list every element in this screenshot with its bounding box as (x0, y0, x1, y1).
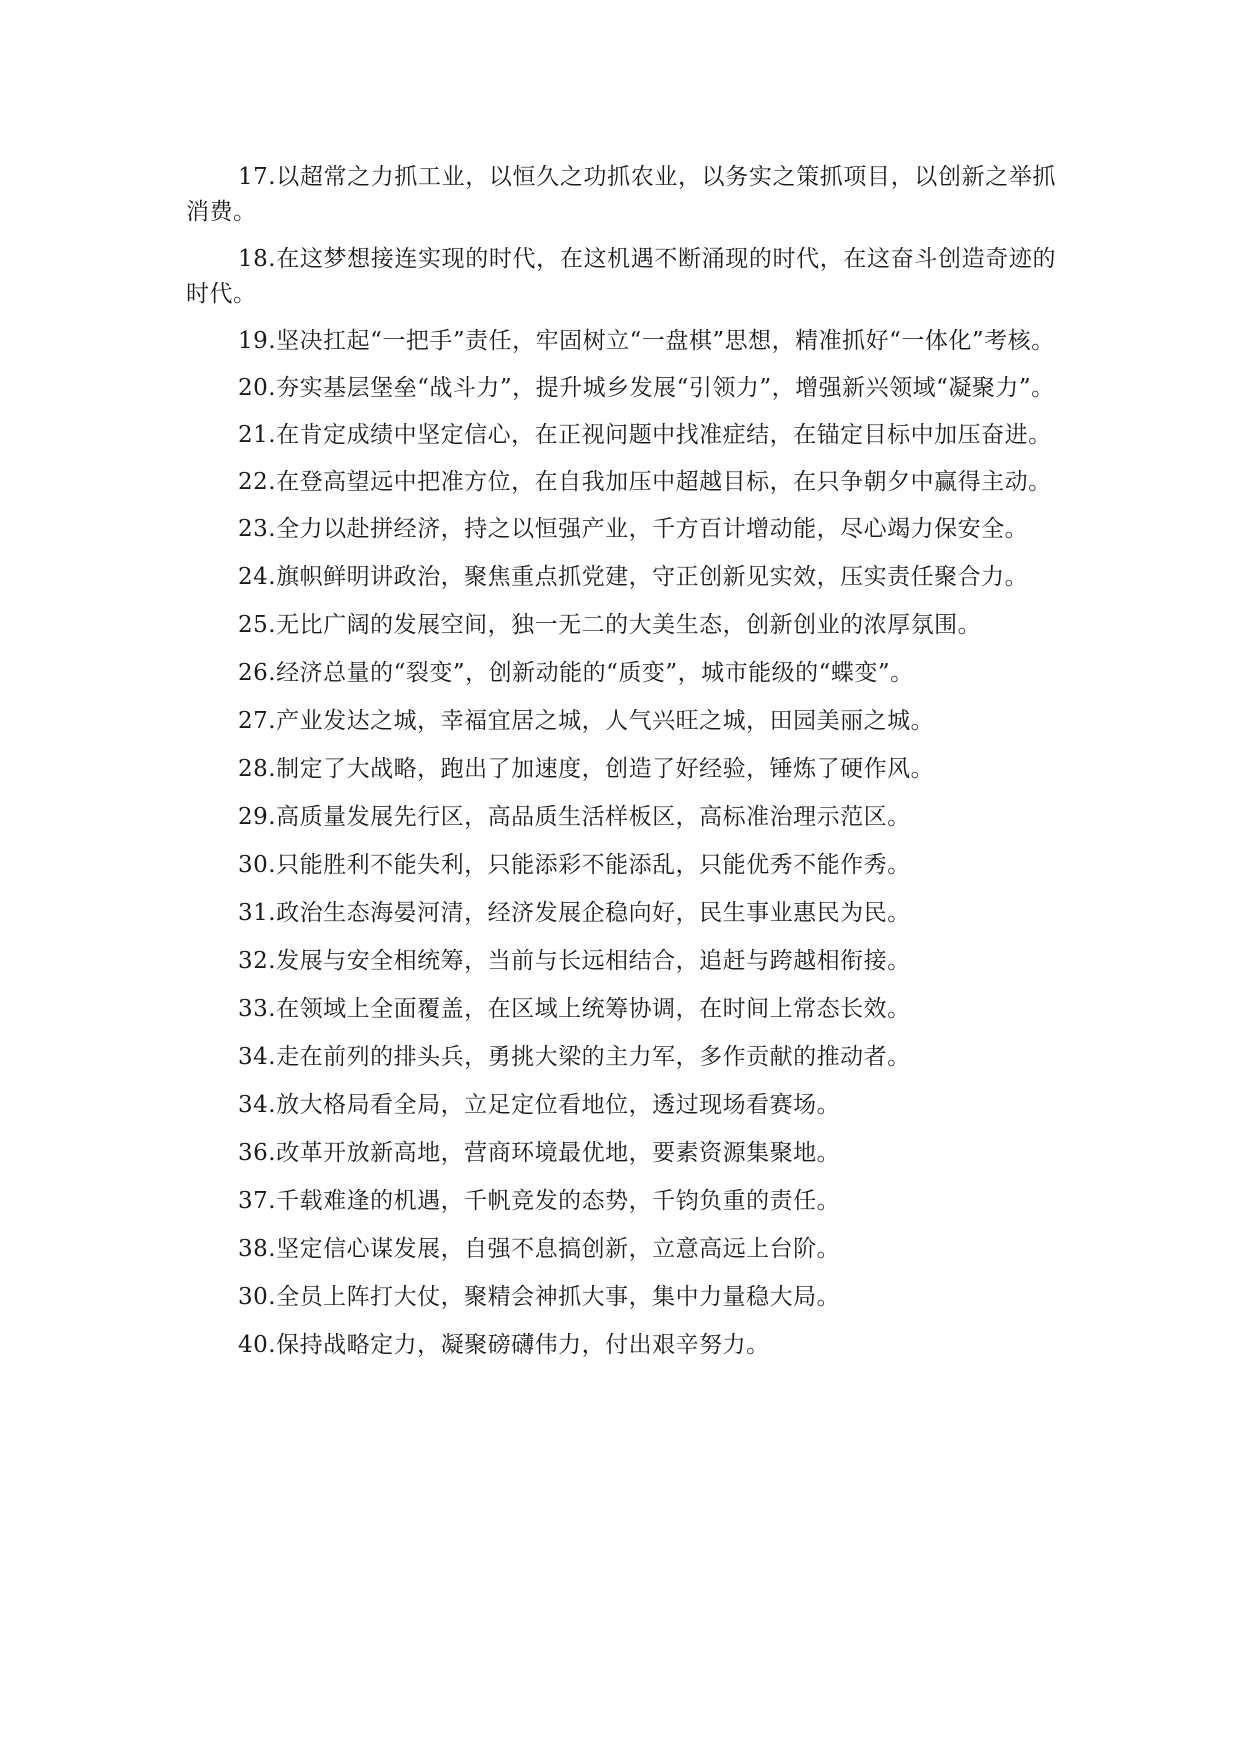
item-text: 走在前列的排头兵，勇挑大梁的主力军，多作贡献的推动者。 (276, 1044, 911, 1070)
list-item (186, 465, 1056, 500)
list-item (186, 1232, 1056, 1267)
item-number: 21. (238, 422, 277, 448)
list-item (186, 1280, 1056, 1315)
item-number: 32. (238, 948, 277, 974)
item-text: 坚定信心谋发展，自强不息搞创新，立意高远上台阶。 (276, 1236, 841, 1262)
list-item (186, 992, 1056, 1027)
item-text: 经济总量的“裂变”，创新动能的“质变”，城市能级的“蝶变”。 (276, 660, 914, 686)
item-number: 27. (238, 708, 277, 734)
list-item (186, 512, 1056, 547)
list-item (186, 752, 1056, 787)
item-text: 只能胜利不能失利，只能添彩不能添乱，只能优秀不能作秀。 (276, 852, 911, 878)
item-number: 19. (238, 328, 277, 354)
item-text: 产业发达之城，幸福宜居之城，人气兴旺之城，田园美丽之城。 (276, 708, 935, 734)
item-number: 22. (238, 469, 277, 495)
item-number: 36. (238, 1140, 277, 1166)
item-text: 发展与安全相统筹，当前与长远相结合，追赶与跨越相衔接。 (276, 948, 911, 974)
list-item (186, 1328, 1056, 1363)
item-number: 23. (238, 516, 277, 542)
list-item (186, 656, 1056, 691)
item-text: 坚决扛起“一把手”责任，牢固树立“一盘棋”思想，精准抓好“一体化”考核。 (276, 328, 1055, 354)
item-number: 34. (238, 1092, 277, 1118)
slogan-list (186, 160, 1056, 1376)
item-text: 高质量发展先行区，高品质生活样板区，高标准治理示范区。 (276, 804, 911, 830)
item-text: 在这梦想接连实现的时代，在这机遇不断涌现的时代，在这奋斗创造奇迹的时代。 (186, 246, 1056, 307)
list-item (186, 848, 1056, 883)
list-item (186, 1088, 1056, 1123)
item-number: 38. (238, 1236, 277, 1262)
list-item (186, 800, 1056, 835)
list-item (186, 160, 1056, 230)
item-text: 全力以赴拼经济，持之以恒强产业，千方百计增动能，尽心竭力保安全。 (276, 516, 1029, 542)
item-text: 全员上阵打大仗，聚精会神抓大事，集中力量稳大局。 (276, 1284, 841, 1310)
list-item (186, 896, 1056, 931)
list-item (186, 704, 1056, 739)
list-item (186, 560, 1056, 595)
item-number: 29. (238, 804, 277, 830)
item-text: 旗帜鲜明讲政治，聚焦重点抓党建，守正创新见实效，压实责任聚合力。 (276, 564, 1029, 590)
item-text: 以超常之力抓工业，以恒久之功抓农业，以务实之策抓项目，以创新之举抓消费。 (186, 164, 1056, 225)
item-number: 34. (238, 1044, 277, 1070)
item-number: 17. (238, 164, 277, 190)
item-text: 制定了大战略，跑出了加速度，创造了好经验，锤炼了硬作风。 (276, 756, 935, 782)
item-text: 改革开放新高地，营商环境最优地，要素资源集聚地。 (276, 1140, 841, 1166)
item-text: 放大格局看全局，立足定位看地位，透过现场看赛场。 (276, 1092, 841, 1118)
item-text: 在肯定成绩中坚定信心，在正视问题中找准症结，在锚定目标中加压奋进。 (276, 422, 1052, 448)
list-item (186, 324, 1056, 359)
item-number: 20. (238, 375, 277, 401)
item-number: 33. (238, 996, 277, 1022)
item-number: 25. (238, 612, 277, 638)
item-text: 千载难逢的机遇，千帆竞发的态势，千钧负重的责任。 (276, 1188, 841, 1214)
item-text: 政治生态海晏河清，经济发展企稳向好，民生事业惠民为民。 (276, 900, 911, 926)
item-number: 37. (238, 1188, 277, 1214)
list-item (186, 242, 1056, 312)
list-item (186, 371, 1056, 406)
list-item (186, 418, 1056, 453)
list-item (186, 1040, 1056, 1075)
item-text: 保持战略定力，凝聚磅礴伟力，付出艰辛努力。 (276, 1332, 770, 1358)
list-item (186, 944, 1056, 979)
item-number: 24. (238, 564, 277, 590)
item-text: 无比广阔的发展空间，独一无二的大美生态，创新创业的浓厚氛围。 (276, 612, 982, 638)
item-number: 30. (238, 852, 277, 878)
item-text: 夯实基层堡垒“战斗力”，提升城乡发展“引领力”，增强新兴领域“凝聚力”。 (276, 375, 1055, 401)
item-number: 18. (238, 246, 277, 272)
item-number: 28. (238, 756, 277, 782)
item-text: 在领域上全面覆盖，在区域上统筹协调，在时间上常态长效。 (276, 996, 911, 1022)
item-number: 30. (238, 1284, 277, 1310)
item-number: 40. (238, 1332, 277, 1358)
list-item (186, 1136, 1056, 1171)
item-number: 26. (238, 660, 277, 686)
list-item (186, 608, 1056, 643)
item-number: 31. (238, 900, 277, 926)
item-text: 在登高望远中把准方位，在自我加压中超越目标，在只争朝夕中赢得主动。 (276, 469, 1052, 495)
list-item (186, 1184, 1056, 1219)
